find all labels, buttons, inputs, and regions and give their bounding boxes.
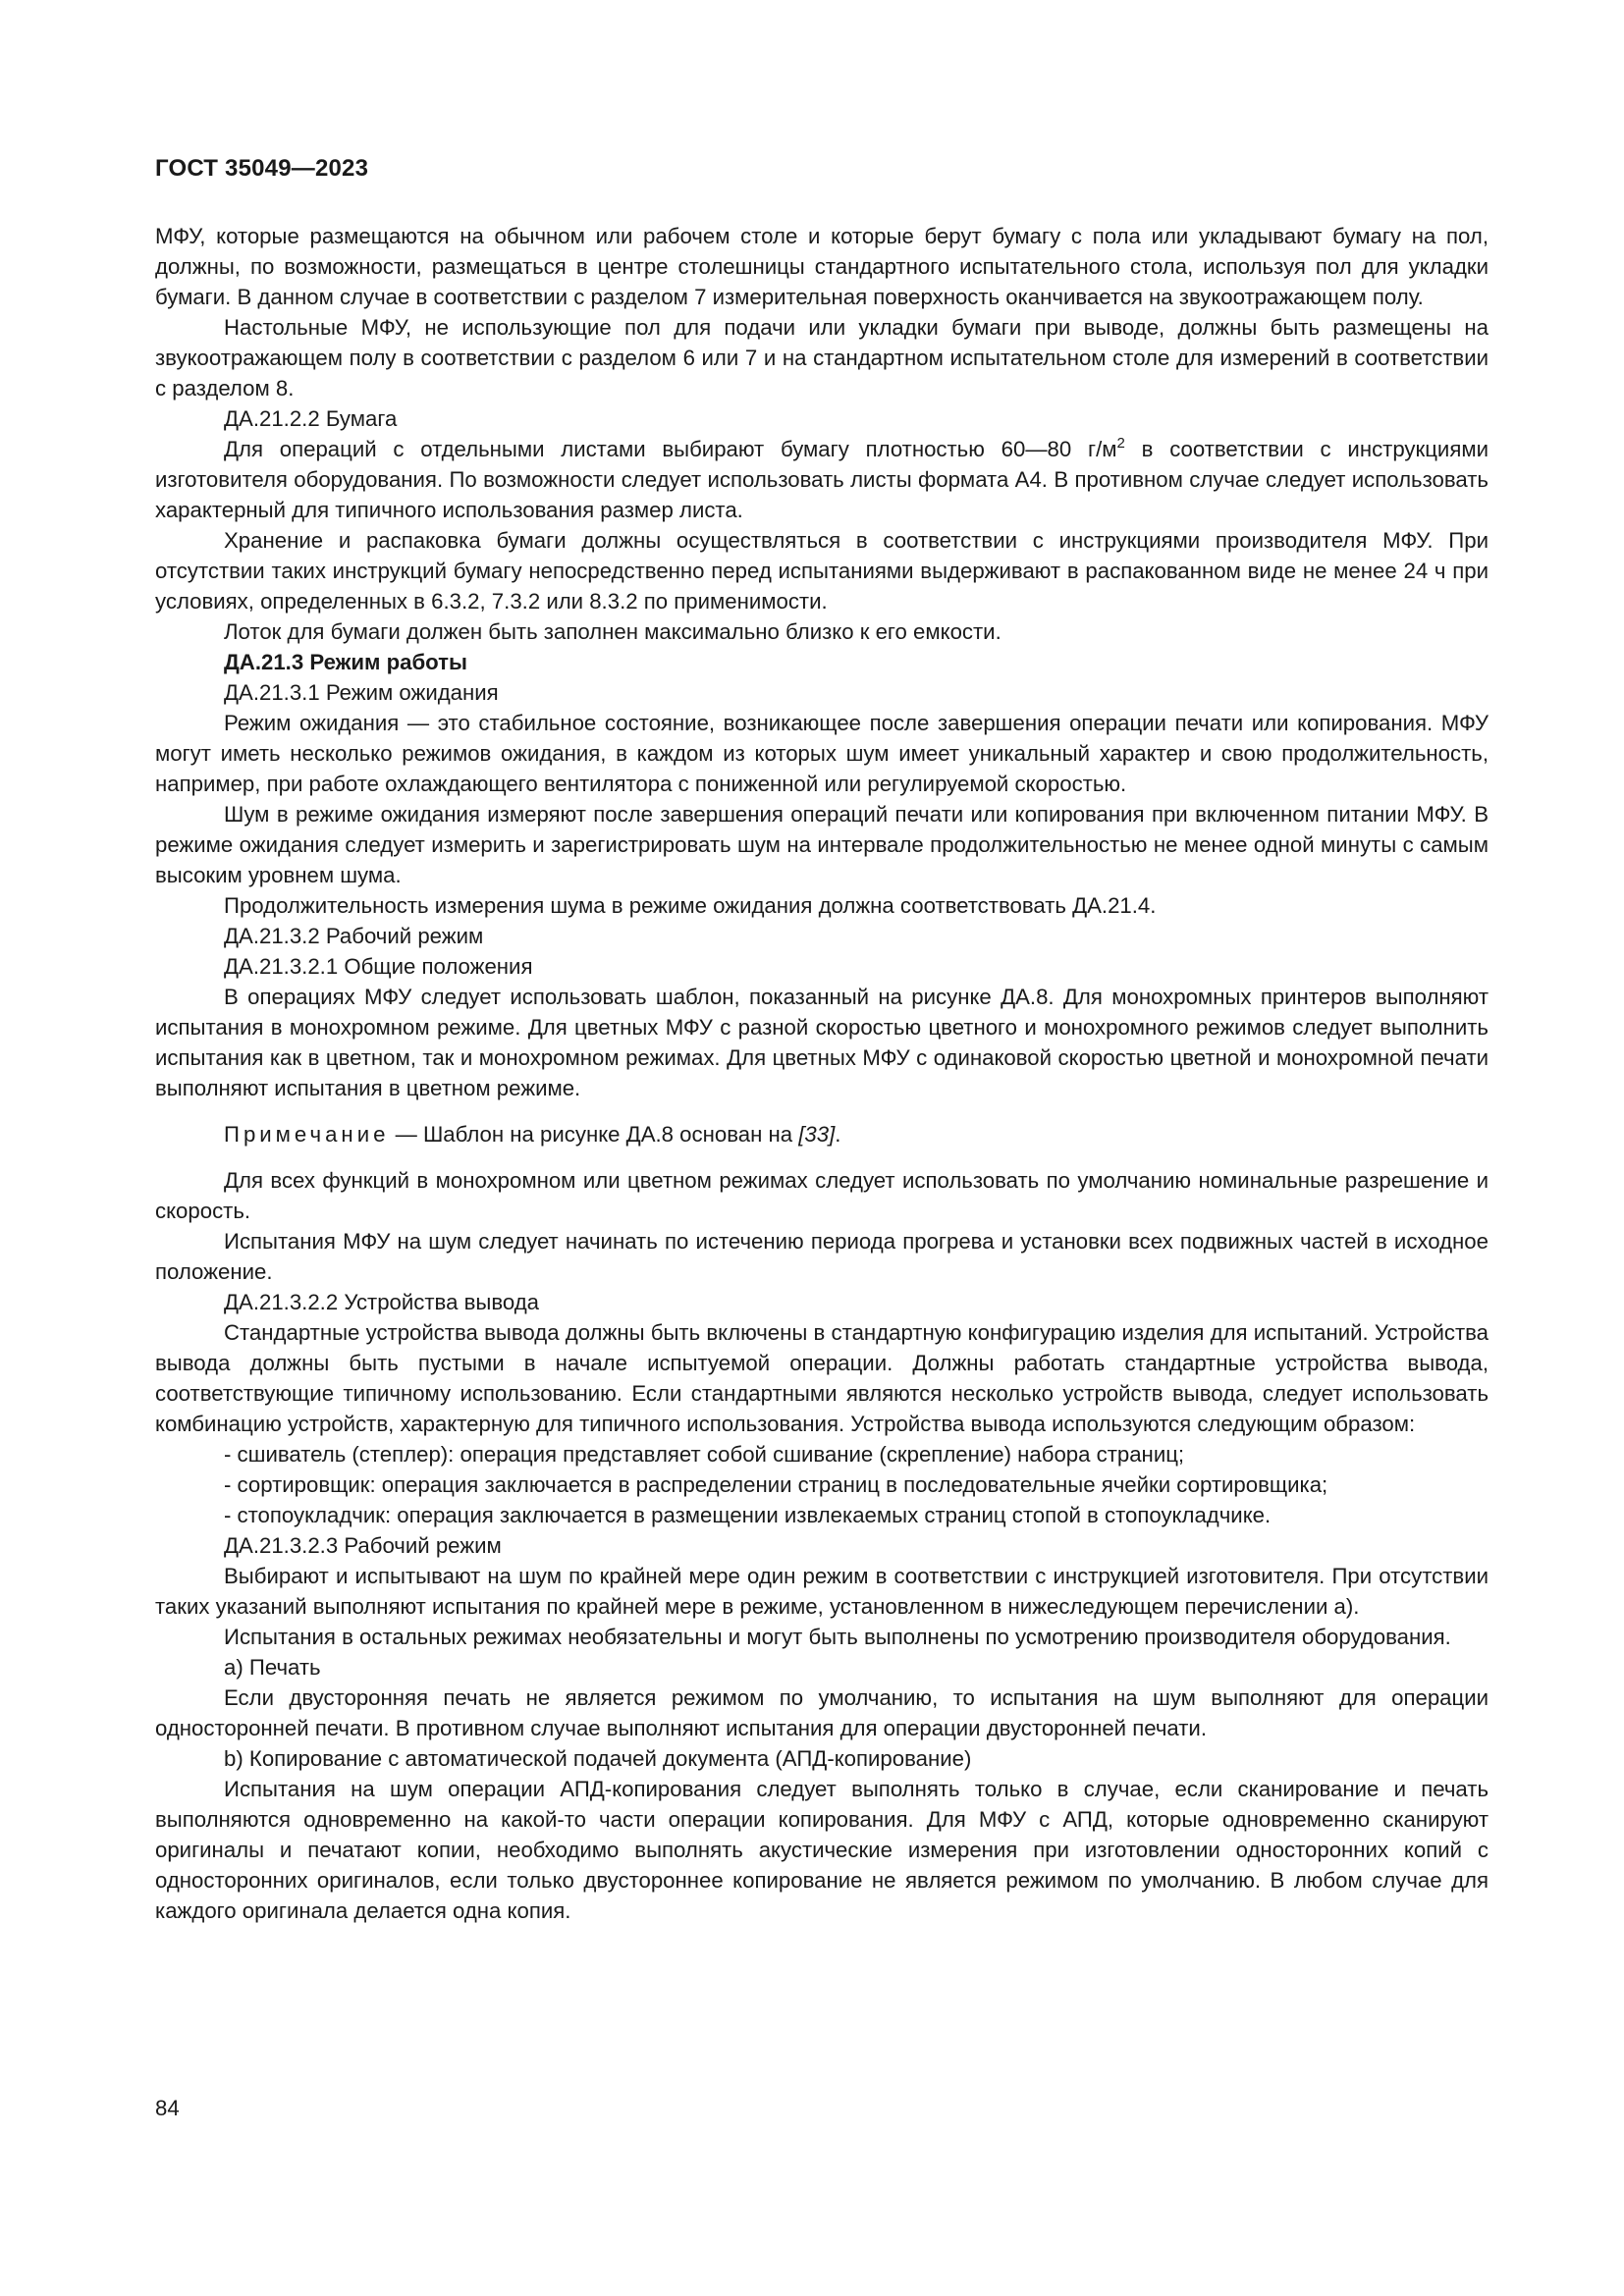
paragraph: Продолжительность измерения шума в режиме ожидания должна соответствовать ДА.21.4. — [224, 893, 1157, 918]
page-number: 84 — [155, 2096, 180, 2120]
paragraph: Выбирают и испытывают на шум по крайней мере один режим в соответствии с инструкцией изготовителя. При отсутствии таких указаний выполняют испытания по крайней мере в режиме, установленном в нижеследующем перечислении а). — [155, 1564, 1489, 1619]
subsection-heading: ДА.21.3.2.3 Рабочий режим — [224, 1533, 502, 1558]
list-item: - стопоукладчик: операция заключается в размещении извлекаемых страниц стопой в стопоукладчике. — [224, 1503, 1272, 1527]
note-text: — Шаблон на рисунке ДА.8 основан на — [389, 1122, 799, 1147]
paragraph: Лоток для бумаги должен быть заполнен максимально близко к его емкости. — [224, 619, 1001, 644]
paragraph: В операциях МФУ следует использовать шаблон, показанный на рисунке ДА.8. Для монохромных принтеров выполняют испытания в монохромном режиме. Для цветных МФУ с разной скоростью цветного и монохромного режимов следует выполнить испытания как в цветном, так и монохромном режимах. Для цветных МФУ с одинаковой скоростью цветной и монохромной печати выполняют испытания в цветном режиме. — [155, 985, 1489, 1100]
paragraph: Если двусторонняя печать не является режимом по умолчанию, то испытания на шум выполняют для операции односторонней печати. В противном случае выполняют испытания для операции двусторонней печати. — [155, 1685, 1489, 1740]
note-reference: [33] — [798, 1122, 836, 1147]
paragraph: Стандартные устройства вывода должны быть включены в стандартную конфигурацию изделия для испытаний. Устройства вывода должны быть пустыми в начале испытуемой операции. Должны работать стандартные устройства вывода, соответствующие типичному использованию. Если стандартными являются несколько устройств вывода, следует использовать комбинацию устройств, характерную для типичного использования. Устройства вывода используются следующим образом: — [155, 1320, 1489, 1436]
subsection-heading: ДА.21.3.2.2 Устройства вывода — [224, 1290, 539, 1314]
paragraph-text: в соответствии с инструкциями изготовителя оборудования. По возможности следует использовать листы формата А4. В противном случае следует использовать характерный для типичного использования размер листа. — [155, 437, 1489, 522]
paragraph: Испытания МФУ на шум следует начинать по истечению периода прогрева и установки всех подвижных частей в исходное положение. — [155, 1229, 1489, 1284]
list-item: b) Копирование с автоматической подачей документа (АПД-копирование) — [224, 1746, 972, 1771]
paragraph: МФУ, которые размещаются на обычном или рабочем столе и которые берут бумагу с пола или укладывают бумагу на пол, должны, по возможности, размещаться в центре столешницы стандартного испытательного стола, используя пол для укладки бумаги. В данном случае в соответствии с разделом 7 измерительная поверхность оканчивается на звукоотражающем полу. — [155, 224, 1489, 309]
paragraph: Для всех функций в монохромном или цветном режимах следует использовать по умолчанию номинальные разрешение и скорость. — [155, 1168, 1489, 1223]
subsection-heading: ДА.21.3.2.1 Общие положения — [224, 954, 533, 979]
paragraph: Хранение и распаковка бумаги должны осуществляться в соответствии с инструкциями производителя МФУ. При отсутствии таких инструкций бумагу непосредственно перед испытаниями выдерживают в распакованном виде не менее 24 ч при условиях, определенных в 6.3.2, 7.3.2 или 8.3.2 по применимости. — [155, 528, 1489, 614]
list-item: - сшиватель (степлер): операция представляет собой сшивание (скрепление) набора страниц; — [224, 1442, 1185, 1467]
paragraph: Испытания в остальных режимах необязательны и могут быть выполнены по усмотрению производителя оборудования. — [224, 1625, 1451, 1649]
section-heading: ДА.21.3 Режим работы — [224, 650, 467, 674]
list-item: - сортировщик: операция заключается в распределении страниц в последовательные ячейки сортировщика; — [224, 1472, 1328, 1497]
paragraph: Режим ожидания — это стабильное состояние, возникающее после завершения операции печати или копирования. МФУ могут иметь несколько режимов ожидания, в каждом из которых шум имеет уникальный характер и свою продолжительность, например, при работе охлаждающего вентилятора с пониженной или регулируемой скоростью. — [155, 711, 1489, 796]
paragraph — [155, 434, 1489, 525]
subsection-heading: ДА.21.3.1 Режим ожидания — [224, 680, 499, 705]
note — [155, 1119, 1489, 1149]
note-tail: . — [835, 1122, 841, 1147]
paragraph-text: Для операций с отдельными листами выбирают бумагу плотностью 60—80 г/м — [224, 437, 1117, 461]
paragraph: Испытания на шум операции АПД-копирования следует выполнять только в случае, если сканирование и печать выполняются одновременно на какой-то части операции копирования. Для МФУ с АПД, которые одновременно сканируют оригиналы и печатают копии, необходимо выполнять акустические измерения при изготовлении односторонних копий с односторонних оригиналов, если только двустороннее копирование не является режимом по умолчанию. В любом случае для каждого оригинала делается одна копия. — [155, 1777, 1489, 1923]
note-label: Примечание — [224, 1122, 390, 1147]
paragraph: Шум в режиме ожидания измеряют после завершения операций печати или копирования при включенном питании МФУ. В режиме ожидания следует измерить и зарегистрировать шум на интервале продолжительностью не менее одной минуты с самым высоким уровнем шума. — [155, 802, 1489, 887]
list-item: а) Печать — [224, 1655, 321, 1680]
document-id: ГОСТ 35049—2023 — [155, 155, 369, 182]
paragraph: Настольные МФУ, не использующие пол для подачи или укладки бумаги при выводе, должны быть размещены на звукоотражающем полу в соответствии с разделом 6 или 7 и на стандартном испытательном столе для измерений в соответствии с разделом 8. — [155, 315, 1489, 400]
document-body — [155, 221, 1489, 1926]
superscript: 2 — [1116, 435, 1125, 452]
subsection-heading: ДА.21.3.2 Рабочий режим — [224, 924, 484, 948]
subsection-heading: ДА.21.2.2 Бумага — [224, 406, 398, 431]
